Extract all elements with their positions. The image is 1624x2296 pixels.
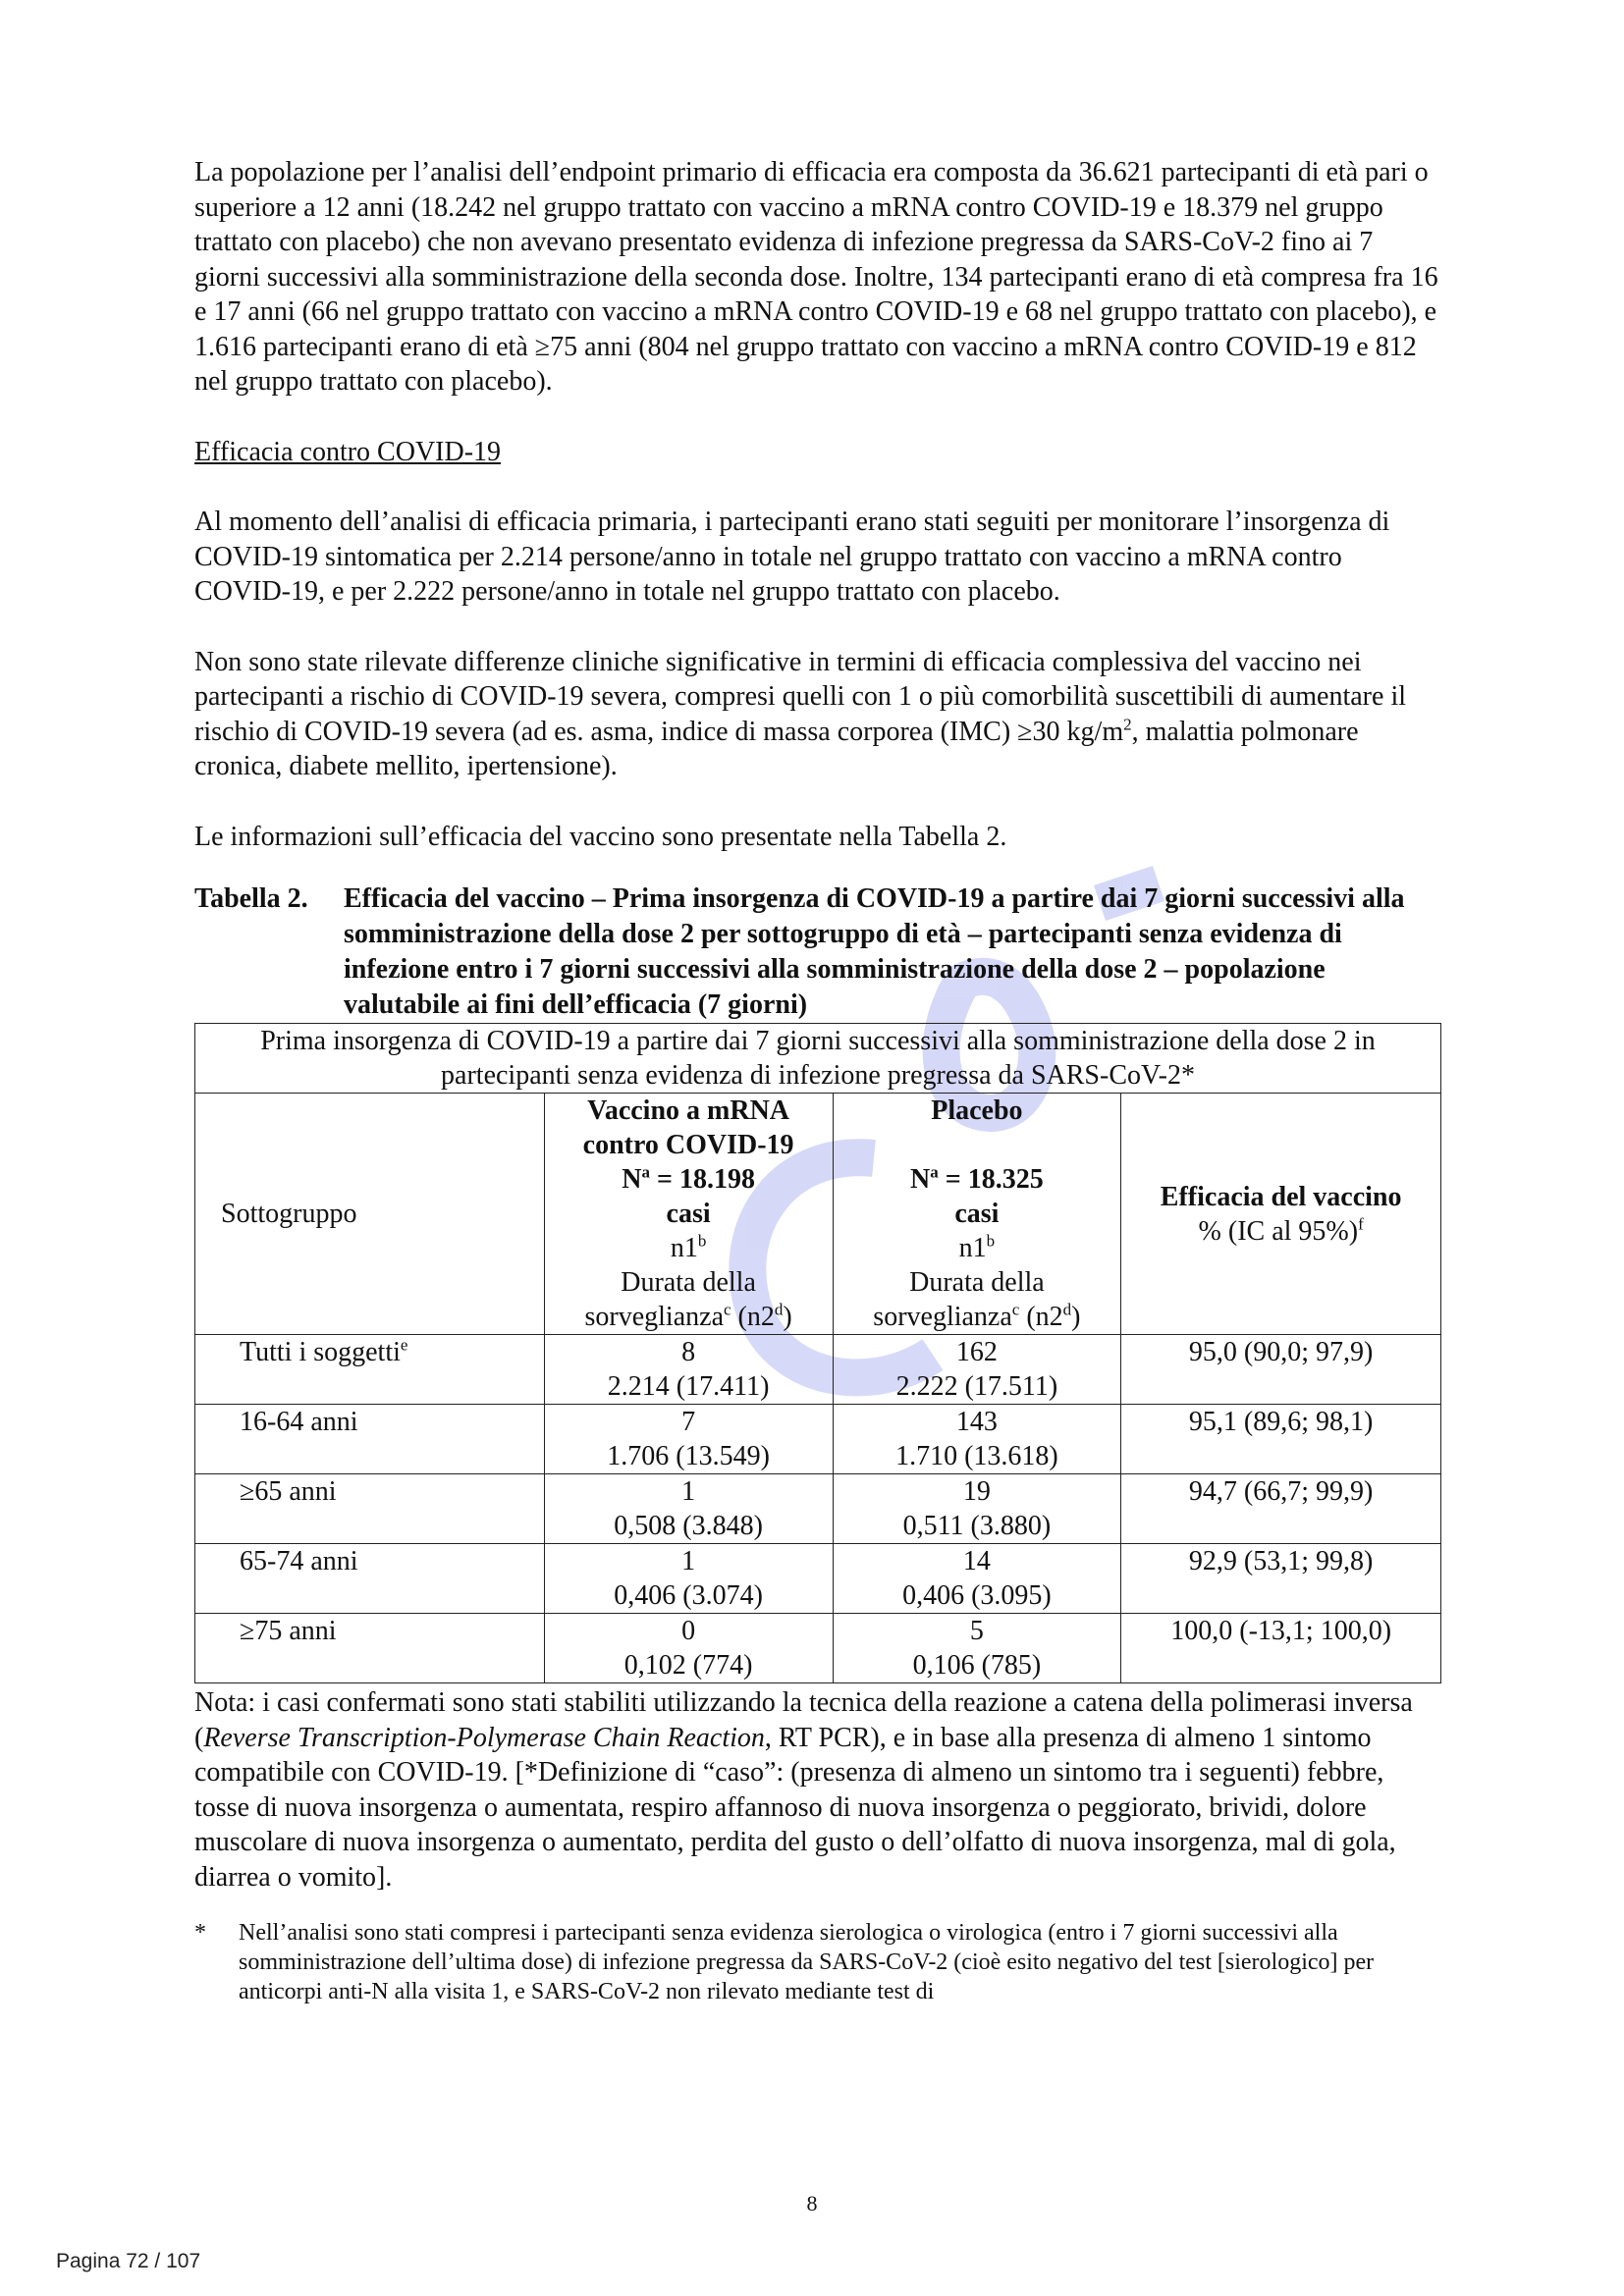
placebo-sorveglianza	[839, 1300, 1115, 1334]
row-subgroup-label: Tutti i soggetti	[240, 1337, 401, 1367]
table-caption	[194, 881, 1441, 1023]
row-efficacy: 95,1 (89,6; 98,1)	[1121, 1405, 1441, 1474]
comorbidity-text-tail: , malattia polmonare cronica, diabete mellito, ipertensione).	[194, 716, 1359, 781]
section-heading: Efficacia contro COVID-19	[194, 436, 502, 467]
placebo-casi: casi	[954, 1199, 1000, 1229]
comorbidity-text: Non sono state rilevate differenze cliniche significative in termini di efficacia complessiva del vaccino nei partecipanti a rischio di COVID-19 severa, compresi quelli con 1 o più comorbilità suscettibili di aumentare il rischio di COVID-19 severa (ad es. asma, indice di massa corporea (IMC) ≥30 kg/m	[194, 646, 1406, 747]
table-row	[195, 1474, 1441, 1544]
table-row	[195, 1335, 1441, 1405]
row-efficacy: 95,0 (90,0; 97,9)	[1121, 1335, 1441, 1405]
intro-paragraph: La popolazione per l’analisi dell’endpoint primario di efficacia era composta da 36.621 partecipanti di età pari o superiore a 12 anni (18.242 nel gruppo trattato con vaccino a mRNA contro COVID-19 e 18.379 nel gruppo trattato con placebo) che non avevano presentato evidenza di infezione pregressa da SARS-CoV-2 fino ai 7 giorni successivi alla somministrazione della seconda dose. Inoltre, 134 partecipanti erano di età compresa fra 16 e 17 anni (66 nel gruppo trattato con vaccino a mRNA contro COVID-19 e 68 nel gruppo trattato con placebo), e 1.616 partecipanti erano di età ≥75 anni (804 nel gruppo trattato con vaccino a mRNA contro COVID-19 e 812 nel gruppo trattato con placebo).	[194, 157, 1438, 397]
vaccine-n	[551, 1162, 827, 1197]
table-reference-paragraph: Le informazioni sull’efficacia del vaccino sono presentate nella Tabella 2.	[194, 821, 1007, 852]
superscript: b	[697, 1231, 707, 1251]
vaccine-name: Vaccino a mRNA contro COVID-19	[582, 1095, 794, 1160]
row-subgroup	[195, 1335, 545, 1405]
vaccine-cases: 0	[681, 1616, 696, 1646]
page-number: 8	[806, 2191, 818, 2216]
superscript: a	[641, 1162, 650, 1182]
placebo-duration: 0,406 (3.095)	[902, 1580, 1052, 1611]
footnote-text: Nell’analisi sono stati compresi i partecipanti senza evidenza sierologica o virologica (entro i 7 giorni successivi alla somministrazione dell’ultima dose) di infezione pregressa da SARS-CoV-2 (cioè esito negativo del test [sierologico] per anticorpi anti-N alla visita 1, e SARS-CoV-2 non rilevato mediante test di	[239, 1920, 1375, 2004]
row-subgroup-label: ≥75 anni	[240, 1616, 337, 1646]
row-placebo-cell	[833, 1474, 1121, 1544]
superscript: d	[1062, 1300, 1072, 1319]
table-row	[195, 1614, 1441, 1683]
n-value: = 18.325	[938, 1164, 1044, 1195]
vaccine-sorveglianza	[551, 1300, 827, 1334]
row-placebo-cell	[833, 1614, 1121, 1683]
sorv-label: sorveglianza	[584, 1302, 724, 1332]
header-placebo	[833, 1094, 1121, 1335]
superscript: a	[930, 1162, 939, 1182]
row-placebo-cell	[833, 1544, 1121, 1614]
n-label: N	[622, 1164, 642, 1195]
vaccine-duration: 1.706 (13.549)	[607, 1441, 770, 1471]
placebo-name: Placebo	[931, 1095, 1023, 1126]
superscript: b	[986, 1231, 996, 1251]
placebo-n1	[839, 1231, 1115, 1265]
superscript: e	[400, 1335, 408, 1355]
superscript: c	[1011, 1300, 1020, 1319]
placebo-n	[839, 1162, 1115, 1197]
page-footer: Pagina 72 / 107	[56, 2250, 201, 2272]
row-placebo-cell	[833, 1405, 1121, 1474]
efficacy-unit	[1127, 1214, 1435, 1249]
vaccine-duration: 2.214 (17.411)	[607, 1371, 770, 1402]
row-efficacy: 92,9 (53,1; 99,8)	[1121, 1544, 1441, 1614]
note-text-tail: , RT PCR), e in base alla presenza di almeno 1 sintomo compatibile con COVID-19. [*Definizione di “caso”: (presenza di almeno un sintomo tra i seguenti) febbre, tosse di nuova insorgenza o aumentata, respiro affannoso di nuova insorgenza o peggiorato, brividi, dolore muscolare di nuova insorgenza o aumentato, perdita del gusto o dell’olfatto di nuova insorgenza, mal di gola, diarrea o vomito].	[194, 1722, 1396, 1893]
efficacy-title: Efficacia del vaccino	[1160, 1181, 1402, 1212]
vaccine-cases: 7	[681, 1407, 696, 1437]
table-body	[195, 1335, 1441, 1683]
row-vaccine-cell	[544, 1405, 833, 1474]
placebo-cases: 19	[962, 1476, 991, 1507]
n-value: = 18.198	[649, 1164, 755, 1195]
placebo-cases: 5	[969, 1616, 984, 1646]
vaccine-duration: 0,406 (3.074)	[614, 1580, 763, 1611]
header-vaccine	[544, 1094, 833, 1335]
vaccine-cases: 1	[681, 1546, 696, 1576]
table-caption-text: Efficacia del vaccino – Prima insorgenza di COVID-19 a partire dai 7 giorni successivi alla somministrazione della dose 2 per sottogruppo di età – partecipanti senza evidenza di infezione entro i 7 giorni successivi alla somministrazione della dose 2 – popolazione valutabile ai fini dell’efficacia (7 giorni)	[344, 883, 1405, 1020]
table-banner: Prima insorgenza di COVID-19 a partire dai 7 giorni successivi alla somministrazione della dose 2 in partecipanti senza evidenza di infezione pregressa da SARS-CoV-2*	[195, 1024, 1441, 1094]
n2-label: (n2	[1019, 1302, 1063, 1332]
placebo-cases: 162	[955, 1337, 998, 1367]
footnote-mark: *	[194, 1920, 206, 1946]
table-note	[194, 1685, 1441, 1895]
placebo-duration: 0,511 (3.880)	[902, 1511, 1052, 1541]
row-subgroup	[195, 1474, 545, 1544]
vaccine-duration: 0,102 (774)	[623, 1650, 753, 1681]
vaccine-casi: casi	[666, 1199, 711, 1229]
table-header-row	[195, 1094, 1441, 1335]
n1-label: n1	[670, 1233, 698, 1263]
row-vaccine-cell	[544, 1544, 833, 1614]
n1-label: n1	[958, 1233, 987, 1263]
vaccine-n1	[551, 1231, 827, 1265]
n2-close: )	[1071, 1302, 1081, 1332]
row-efficacy: 100,0 (-13,1; 100,0)	[1121, 1614, 1441, 1683]
note-text: Nota: i casi confermati sono stati stabiliti utilizzando la tecnica della reazione a catena della polimerasi inversa (	[194, 1687, 1413, 1753]
placebo-durata: Durata della	[909, 1267, 1045, 1298]
row-efficacy: 94,7 (66,7; 99,9)	[1121, 1474, 1441, 1544]
table-banner-row	[195, 1024, 1441, 1094]
placebo-duration: 1.710 (13.618)	[895, 1441, 1058, 1471]
superscript: d	[774, 1300, 784, 1319]
n-label: N	[910, 1164, 931, 1195]
vaccine-durata: Durata della	[621, 1267, 756, 1298]
row-subgroup-label: 16-64 anni	[240, 1407, 358, 1437]
vaccine-cases: 1	[681, 1476, 696, 1507]
placebo-duration: 0,106 (785)	[912, 1650, 1042, 1681]
header-subgroup: Sottogruppo	[195, 1094, 545, 1335]
placebo-spacer	[839, 1128, 1115, 1162]
vaccine-duration: 0,508 (3.848)	[614, 1511, 763, 1541]
followup-paragraph: Al momento dell’analisi di efficacia primaria, i partecipanti erano stati seguiti per monitorare l’insorgenza di COVID-19 sintomatica per 2.214 persone/anno in totale nel gruppo trattato con vaccino a mRNA contro COVID-19, e per 2.222 persone/anno in totale nel gruppo trattato con placebo.	[194, 507, 1390, 607]
table-caption-label: Tabella 2.	[194, 883, 308, 914]
placebo-duration: 2.222 (17.511)	[895, 1371, 1058, 1402]
header-efficacy	[1121, 1094, 1441, 1335]
table-row	[195, 1405, 1441, 1474]
table-row	[195, 1544, 1441, 1614]
vaccine-cases: 8	[681, 1337, 696, 1367]
row-vaccine-cell	[544, 1335, 833, 1405]
footnote	[194, 1918, 1441, 2006]
superscript: f	[1358, 1214, 1364, 1234]
efficacy-unit-label: % (IC al 95%)	[1198, 1215, 1359, 1247]
efficacy-table	[194, 1023, 1441, 1683]
row-vaccine-cell	[544, 1474, 833, 1544]
note-italic-term: Reverse Transcription-Polymerase Chain Reaction	[203, 1722, 765, 1753]
row-vaccine-cell	[544, 1614, 833, 1683]
sorv-label: sorveglianza	[873, 1302, 1012, 1332]
n2-close: )	[783, 1302, 792, 1332]
comorbidity-paragraph	[194, 645, 1441, 784]
row-subgroup	[195, 1544, 545, 1614]
n2-label: (n2	[731, 1302, 775, 1332]
placebo-cases: 14	[962, 1546, 991, 1576]
row-placebo-cell	[833, 1335, 1121, 1405]
superscript: 2	[1123, 715, 1132, 734]
row-subgroup-label: 65-74 anni	[240, 1546, 358, 1576]
row-subgroup	[195, 1405, 545, 1474]
superscript: c	[724, 1300, 731, 1319]
row-subgroup	[195, 1614, 545, 1683]
main-content	[194, 155, 1441, 2006]
placebo-cases: 143	[955, 1407, 998, 1437]
row-subgroup-label: ≥65 anni	[240, 1476, 337, 1507]
